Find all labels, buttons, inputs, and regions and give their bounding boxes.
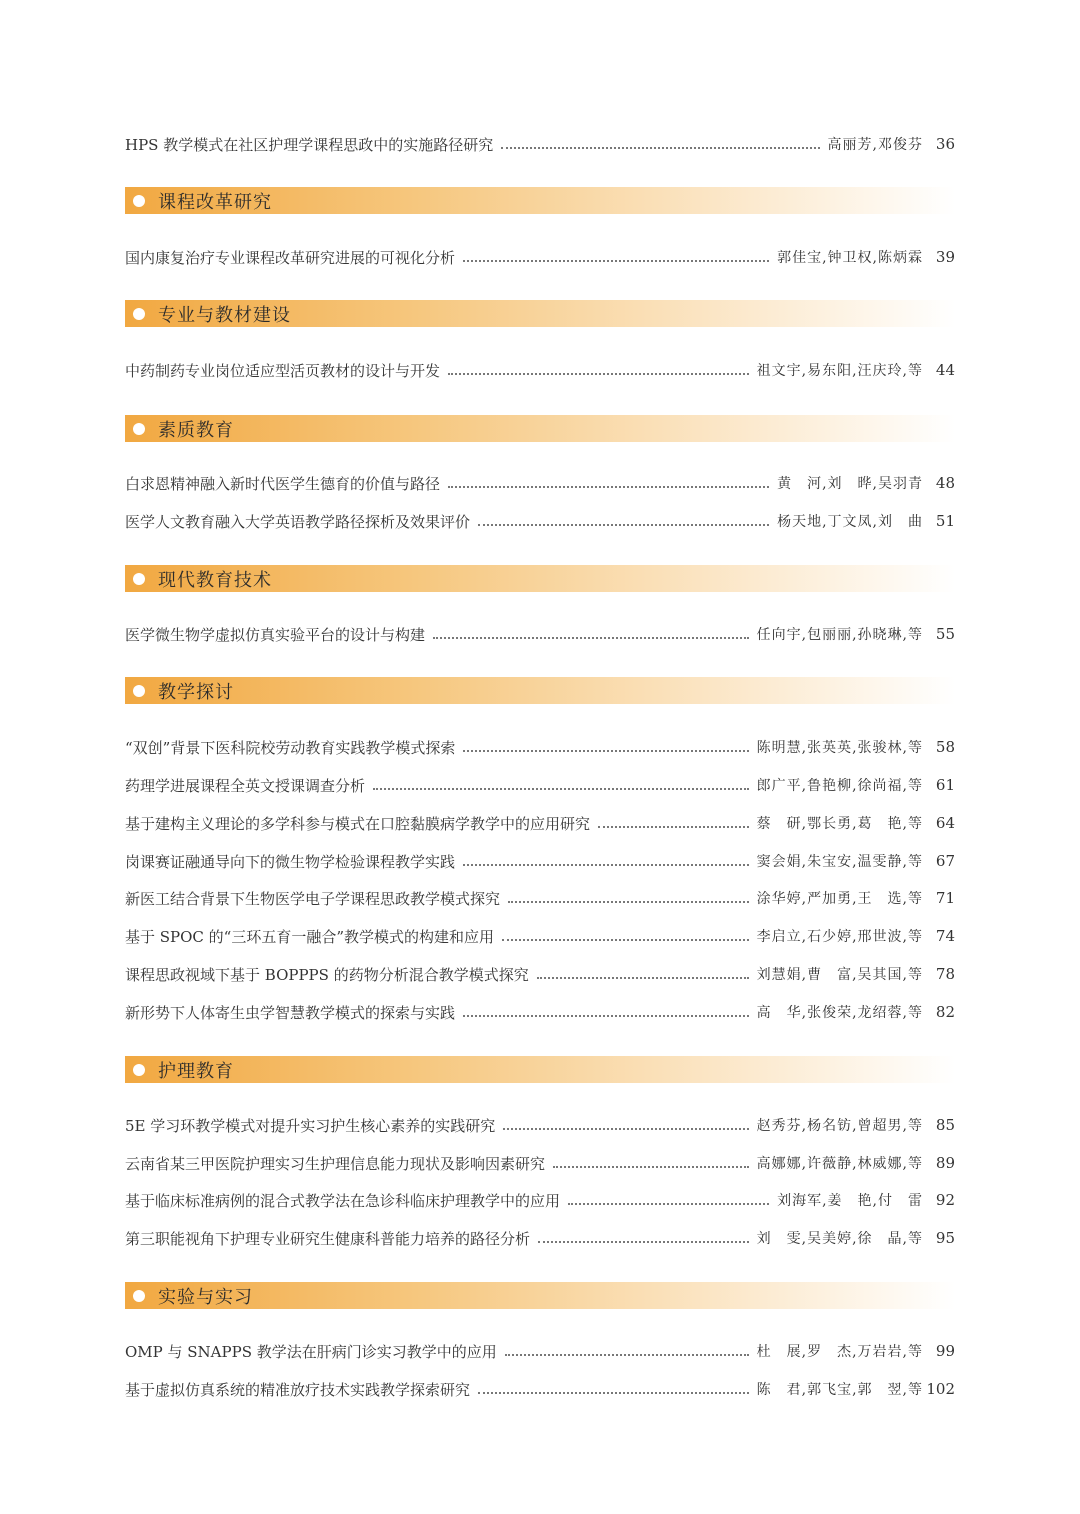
- bullet-dot-icon: [133, 573, 145, 585]
- entry-title: 中药制药专业岗位适应型活页教材的设计与开发: [125, 361, 441, 380]
- entry-page: 78: [935, 965, 955, 983]
- entry-authors: 陈 君,郭飞宝,郭 翌,等: [756, 1382, 923, 1398]
- entry-page: 44: [935, 361, 955, 379]
- entry-title: 基于 SPOC 的“三环五育一融合”教学模式的构建和应用: [125, 927, 495, 946]
- toc-entry[interactable]: [125, 962, 955, 986]
- entry-page: 36: [935, 135, 955, 153]
- section-title: 护理教育: [158, 1060, 234, 1082]
- toc-entry[interactable]: [125, 245, 955, 269]
- dot-leader: [463, 1013, 749, 1017]
- dot-leader: [463, 258, 769, 262]
- section-header: [125, 1282, 955, 1309]
- toc-entry[interactable]: [125, 1339, 955, 1363]
- toc-entry[interactable]: [125, 471, 955, 495]
- entry-title: 课程思政视域下基于 BOPPPS 的药物分析混合教学模式探究: [125, 965, 529, 984]
- section-header: [125, 187, 955, 214]
- entry-title: 基于建构主义理论的多学科参与模式在口腔黏膜病学教学中的应用研究: [125, 814, 591, 833]
- section-title: 现代教育技术: [158, 569, 272, 591]
- entry-title: OMP 与 SNAPPS 教学法在肝病门诊实习教学中的应用: [125, 1342, 497, 1361]
- bullet-dot-icon: [133, 195, 145, 207]
- section-title: 素质教育: [158, 419, 234, 441]
- bullet-dot-icon: [133, 308, 145, 320]
- section-title: 专业与教材建设: [158, 304, 291, 326]
- entry-authors: 窦会娟,朱宝安,温雯静,等: [756, 854, 923, 870]
- toc-entry[interactable]: [125, 1151, 955, 1175]
- toc-entry[interactable]: [125, 735, 955, 759]
- dot-leader: [478, 522, 769, 526]
- section-header: [125, 677, 955, 704]
- dot-leader: [502, 937, 749, 941]
- dot-leader: [463, 862, 749, 866]
- entry-page: 48: [935, 474, 955, 492]
- toc-entry[interactable]: [125, 132, 955, 156]
- entry-title: 基于虚拟仿真系统的精准放疗技术实践教学探索研究: [125, 1380, 471, 1399]
- dot-leader: [448, 371, 749, 375]
- section-header: [125, 415, 955, 442]
- toc-entry[interactable]: [125, 849, 955, 873]
- section-header: [125, 565, 955, 592]
- entry-title: 第三职能视角下护理专业研究生健康科普能力培养的路径分析: [125, 1229, 531, 1248]
- toc-entry[interactable]: [125, 1226, 955, 1250]
- entry-page: 92: [935, 1191, 955, 1209]
- dot-leader: [503, 1126, 748, 1130]
- section-title: 实验与实习: [158, 1286, 253, 1308]
- toc-entry[interactable]: [125, 1000, 955, 1024]
- entry-authors: 杜 展,罗 杰,万岩岩,等: [756, 1344, 923, 1360]
- entry-page: 82: [935, 1003, 955, 1021]
- dot-leader: [463, 748, 748, 752]
- entry-page: 85: [935, 1116, 955, 1134]
- entry-authors: 蔡 研,鄂长勇,葛 艳,等: [756, 816, 923, 832]
- entry-page: 51: [935, 512, 955, 530]
- dot-leader: [508, 899, 749, 903]
- bullet-dot-icon: [133, 685, 145, 697]
- entry-title: 基于临床标准病例的混合式教学法在急诊科临床护理教学中的应用: [125, 1191, 561, 1210]
- entry-authors: 黄 河,刘 晔,吴羽青: [777, 476, 923, 492]
- section-header: [125, 300, 955, 327]
- entry-authors: 刘海军,姜 艳,付 雷: [777, 1193, 923, 1209]
- toc-entry[interactable]: [125, 622, 955, 646]
- section-title: 教学探讨: [158, 681, 234, 703]
- entry-page: 74: [935, 927, 955, 945]
- entry-authors: 刘 雯,吴美婷,徐 晶,等: [756, 1231, 923, 1247]
- entry-title: 医学人文教育融入大学英语教学路径探析及效果评价: [125, 512, 471, 531]
- entry-authors: 任向宇,包丽丽,孙晓琳,等: [756, 627, 923, 643]
- entry-title: 新形势下人体寄生虫学智慧教学模式的探索与实践: [125, 1003, 456, 1022]
- toc-entry[interactable]: [125, 358, 955, 382]
- entry-title: 国内康复治疗专业课程改革研究进展的可视化分析: [125, 248, 456, 267]
- entry-page: 39: [935, 248, 955, 266]
- entry-page: 55: [935, 625, 955, 643]
- dot-leader: [598, 824, 749, 828]
- entry-title: 云南省某三甲医院护理实习生护理信息能力现状及影响因素研究: [125, 1154, 546, 1173]
- toc-entry[interactable]: [125, 811, 955, 835]
- bullet-dot-icon: [133, 1290, 145, 1302]
- entry-authors: 郭佳宝,钟卫权,陈炳霖: [777, 250, 923, 266]
- toc-entry[interactable]: [125, 1377, 955, 1401]
- entry-page: 67: [935, 852, 955, 870]
- dot-leader: [478, 1390, 749, 1394]
- entry-page: 95: [935, 1229, 955, 1247]
- entry-authors: 祖文宇,易东阳,汪庆玲,等: [756, 363, 923, 379]
- section-title: 课程改革研究: [158, 191, 272, 213]
- entry-page: 61: [935, 776, 955, 794]
- dot-leader: [568, 1201, 769, 1205]
- toc-entry[interactable]: [125, 1188, 955, 1212]
- entry-page: 64: [935, 814, 955, 832]
- dot-leader: [501, 145, 819, 149]
- toc-entry[interactable]: [125, 924, 955, 948]
- entry-title: 新医工结合背景下生物医学电子学课程思政教学模式探究: [125, 889, 501, 908]
- entry-page: 71: [935, 889, 955, 907]
- dot-leader: [448, 484, 769, 488]
- entry-title: HPS 教学模式在社区护理学课程思政中的实施路径研究: [125, 135, 494, 154]
- entry-page: 58: [935, 738, 955, 756]
- entry-authors: 刘慧娟,曹 富,吴其国,等: [756, 967, 923, 983]
- entry-page: 89: [935, 1154, 955, 1172]
- entry-authors: 高娜娜,许薇静,林威娜,等: [756, 1156, 923, 1172]
- entry-title: 药理学进展课程全英文授课调查分析: [125, 776, 366, 795]
- dot-leader: [505, 1352, 749, 1356]
- entry-authors: 涂华婷,严加勇,王 选,等: [756, 891, 923, 907]
- toc-entry[interactable]: [125, 1113, 955, 1137]
- entry-authors: 高丽芳,邓俊芬: [827, 137, 923, 153]
- entry-title: 岗课赛证融通导向下的微生物学检验课程教学实践: [125, 852, 456, 871]
- entry-title: “双创”背景下医科院校劳动教育实践教学模式探索: [125, 738, 456, 757]
- entry-authors: 郎广平,鲁艳柳,徐尚福,等: [756, 778, 923, 794]
- entry-page: 102: [926, 1380, 955, 1398]
- entry-title: 白求恩精神融入新时代医学生德育的价值与路径: [125, 474, 441, 493]
- entry-page: 99: [935, 1342, 955, 1360]
- entry-title: 医学微生物学虚拟仿真实验平台的设计与构建: [125, 625, 426, 644]
- entry-title: 5E 学习环教学模式对提升实习护生核心素养的实践研究: [125, 1116, 496, 1135]
- dot-leader: [433, 635, 749, 639]
- toc-entry[interactable]: [125, 509, 955, 533]
- dot-leader: [538, 1239, 749, 1243]
- toc-entry[interactable]: [125, 773, 955, 797]
- bullet-dot-icon: [133, 423, 145, 435]
- entry-authors: 陈明慧,张英英,张骏林,等: [756, 740, 923, 756]
- dot-leader: [373, 786, 749, 790]
- dot-leader: [537, 975, 749, 979]
- bullet-dot-icon: [133, 1064, 145, 1076]
- section-header: [125, 1056, 955, 1083]
- dot-leader: [553, 1164, 749, 1168]
- entry-authors: 高 华,张俊荣,龙绍蓉,等: [756, 1005, 923, 1021]
- entry-authors: 杨天地,丁文凤,刘 曲: [777, 514, 923, 530]
- entry-authors: 赵秀芬,杨名钫,曾超男,等: [756, 1118, 923, 1134]
- entry-authors: 李启立,石少婷,邢世波,等: [756, 929, 923, 945]
- toc-entry[interactable]: [125, 886, 955, 910]
